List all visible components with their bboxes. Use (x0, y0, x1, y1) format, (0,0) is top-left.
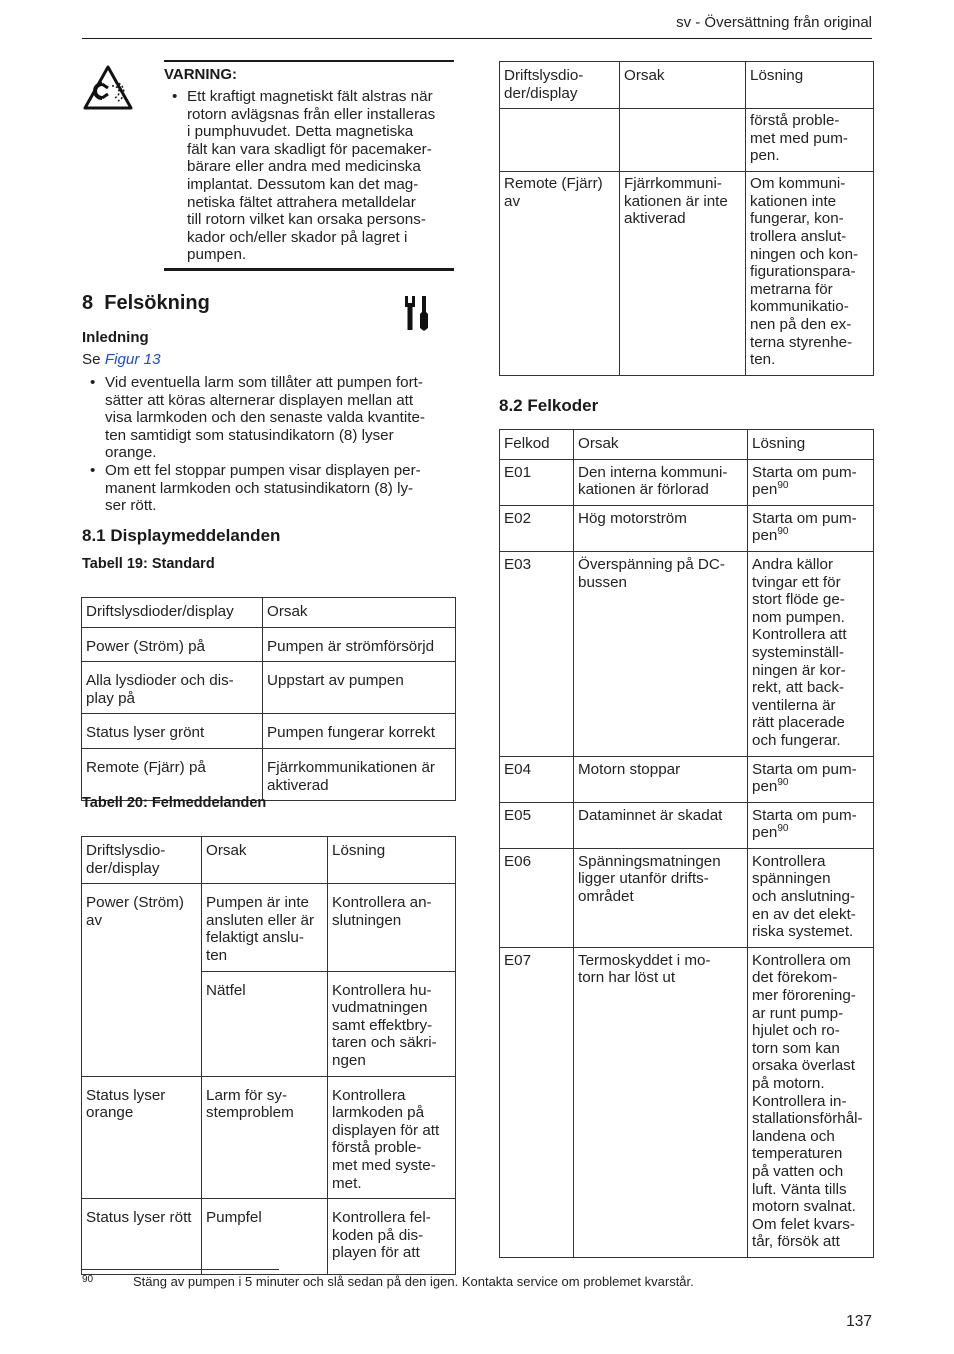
table20-cell: Larm för sy- stemproblem (202, 1076, 328, 1199)
error-cause: Dataminnet är skadat (574, 802, 748, 848)
table20-header-col2: Orsak (202, 837, 328, 884)
error-code: E06 (500, 848, 574, 947)
table19-cell: Pumpen är strömförsörjd (263, 627, 456, 662)
error-solution: Kontrollera om det förekom- mer förorening- ar runt pump- hjulet och ro- torn som kan orsaka överlast på motorn. Kontrollera in- stallationsförhål- landena och temperaturen på vatten och luft. Vänta tills motorn svalnat. Om felet kvars- tår, försök att (748, 947, 874, 1257)
error-code: E01 (500, 459, 574, 505)
subsection-title-8-2: 8.2 Felkoder (499, 396, 599, 415)
subsection-title-8-1: 8.1 Displaymeddelanden (82, 526, 281, 545)
header-rule (82, 38, 872, 39)
error-code: E05 (500, 802, 574, 848)
warning-title: VARNING: (164, 66, 238, 83)
table20c-cell (620, 109, 746, 172)
table20c-cell: förstå proble- met med pum- pen. (746, 109, 874, 172)
table20-cell: Pumpen är inte ansluten eller är felaktigt anslu- ten (202, 884, 328, 971)
table20-cell: Power (Ström) av (82, 884, 202, 1076)
table20-row (82, 884, 456, 971)
warning-list (164, 88, 464, 264)
error-code-row (500, 802, 874, 848)
table20-header-col1: Driftslysdio- der/display (82, 837, 202, 884)
table19-row (82, 714, 456, 749)
table20-cell: Kontrollera an- slutningen (328, 884, 456, 971)
see-figure-line (82, 351, 161, 369)
table19-caption: Tabell 19: Standard (82, 556, 215, 572)
error-code-row (500, 459, 874, 505)
table20c-cell: Fjärrkommuni- kationen är inte aktiverad (620, 172, 746, 376)
warning-text: • Ett kraftigt magnetiskt fält alstras när rotorn avlägsnas från eller installeras i pumphuvudet. Detta magnetiska fält kan vara skadligt för pacemaker- bärare eller andra med medicinska implantat. Dessutom kan det mag- netiska fältet attrahera metalldelar till rotorn vilket kan orsaka persons- kador och/eller skador på lagret i pumpen. (164, 88, 464, 264)
table20c-cell: Om kommuni- kationen inte fungerar, kon- trollera anslut- ningen och kon- figurationspara- metrarna för kommunikatio- nen på den ex- terna styrenhe- ten. (746, 172, 874, 376)
magnetic-field-warning-icon (82, 64, 134, 112)
table-20 (81, 836, 456, 1275)
error-code-table (499, 429, 874, 1258)
table-19 (81, 597, 456, 801)
error-solution: Andra källor tvingar ett för stort flöde ge- nom pumpen. Kontrollera att systeminställ- ningen är kor- rekt, att back- ventilerna är rätt placerade och fungerar. (748, 551, 874, 756)
footnote-ref[interactable]: 90 (777, 823, 789, 835)
error-code-row (500, 947, 874, 1257)
table19-cell: Power (Ström) på (82, 627, 263, 662)
section-title-text: Felsökning (104, 292, 210, 314)
table20c-header-col1: Driftslysdio- der/display (500, 62, 620, 109)
table20-cell: Status lyser orange (82, 1076, 202, 1199)
section-title (82, 292, 210, 315)
error-code: E07 (500, 947, 574, 1257)
table-20-continued (499, 61, 874, 376)
error-solution: Starta om pum- pen$^{90}$ (748, 802, 874, 848)
footnote-ref[interactable]: 90 (777, 480, 789, 492)
table20c-row (500, 172, 874, 376)
figure-link[interactable]: Figur 13 (104, 351, 161, 368)
footnote-number: 90 (82, 1274, 94, 1285)
error-code-row (500, 756, 874, 802)
error-code-row (500, 551, 874, 756)
error-solution: Starta om pum- pen$^{90}$ (748, 505, 874, 551)
error-cause: Termoskyddet i mo- torn har löst ut (574, 947, 748, 1257)
error-code: E02 (500, 505, 574, 551)
error-solution: Starta om pum- pen$^{90}$ (748, 756, 874, 802)
errors-header-col1: Felkod (500, 430, 574, 460)
intro-bullets (82, 374, 462, 515)
table19-cell: Remote (Fjärr) på (82, 748, 263, 800)
table20c-row (500, 109, 874, 172)
intro-bullet-2: • Om ett fel stoppar pumpen visar displayen per- manent larmkoden och statusindikatorn (8) ly- ser rött. (82, 462, 462, 515)
table19-cell: Fjärrkommunikationen är aktiverad (263, 748, 456, 800)
see-prefix: Se (82, 351, 101, 368)
tools-icon (402, 294, 430, 332)
section-number: 8 (82, 292, 94, 314)
table20c-header-col2: Orsak (620, 62, 746, 109)
table19-row (82, 627, 456, 662)
footnote-rule (82, 1269, 279, 1270)
error-code: E03 (500, 551, 574, 756)
table19-header-col1: Driftslysdioder/display (82, 598, 263, 628)
table20c-header-col3: Lösning (746, 62, 874, 109)
table19-cell: Pumpen fungerar korrekt (263, 714, 456, 749)
error-cause: Hög motorström (574, 505, 748, 551)
table19-cell: Status lyser grönt (82, 714, 263, 749)
error-solution: Kontrollera spänningen och anslutning- en av det elekt- riska systemet. (748, 848, 874, 947)
intro-bullet-1: • Vid eventuella larm som tillåter att pumpen fort- sätter att köras alternerar displayen mellan att visa larmkoden och den senaste valda kvantite- ten samtidigt som statusindikatorn (8) lyser orange. (82, 374, 462, 462)
warning-bottom-rule (164, 268, 454, 271)
error-cause: Överspänning på DC- bussen (574, 551, 748, 756)
table19-cell: Uppstart av pumpen (263, 662, 456, 714)
footnote-text: Stäng av pumpen i 5 minuter och slå sedan på den igen. Kontakta service om problemet kvarstår. (133, 1274, 694, 1289)
table20-cell: Kontrollera larmkoden på displayen för att förstå proble- met med syste- met. (328, 1076, 456, 1199)
warning-top-rule (164, 60, 454, 62)
table20-header-col3: Lösning (328, 837, 456, 884)
table20-row (82, 1076, 456, 1199)
table20-cell: Pumpfel (202, 1199, 328, 1275)
error-cause: Spänningsmatningen ligger utanför drifts- området (574, 848, 748, 947)
error-solution: Starta om pum- pen$^{90}$ (748, 459, 874, 505)
table20-cell: Nätfel (202, 971, 328, 1076)
error-cause: Den interna kommuni- kationen är förlorad (574, 459, 748, 505)
table20c-cell: Remote (Fjärr) av (500, 172, 620, 376)
intro-heading: Inledning (82, 329, 149, 346)
table20c-cell (500, 109, 620, 172)
errors-header-col2: Orsak (574, 430, 748, 460)
table20-cell: Kontrollera fel- koden på dis- playen för att (328, 1199, 456, 1275)
table20-cell: Status lyser rött (82, 1199, 202, 1275)
table20-cell: Kontrollera hu- vudmatningen samt effektbry- taren och säkri- ngen (328, 971, 456, 1076)
table19-header-col2: Orsak (263, 598, 456, 628)
error-code: E04 (500, 756, 574, 802)
page-number: 137 (846, 1313, 872, 1330)
footnote-ref[interactable]: 90 (777, 526, 789, 538)
errors-header-col3: Lösning (748, 430, 874, 460)
error-cause: Motorn stoppar (574, 756, 748, 802)
error-code-row (500, 505, 874, 551)
table19-row (82, 748, 456, 800)
table19-row (82, 662, 456, 714)
header-language-note: sv - Översättning från original (676, 14, 872, 31)
footnote-ref[interactable]: 90 (777, 777, 789, 789)
error-code-row (500, 848, 874, 947)
table20-caption: Tabell 20: Felmeddelanden (82, 795, 267, 811)
table20-row (82, 1199, 456, 1275)
table19-cell: Alla lysdioder och dis- play på (82, 662, 263, 714)
